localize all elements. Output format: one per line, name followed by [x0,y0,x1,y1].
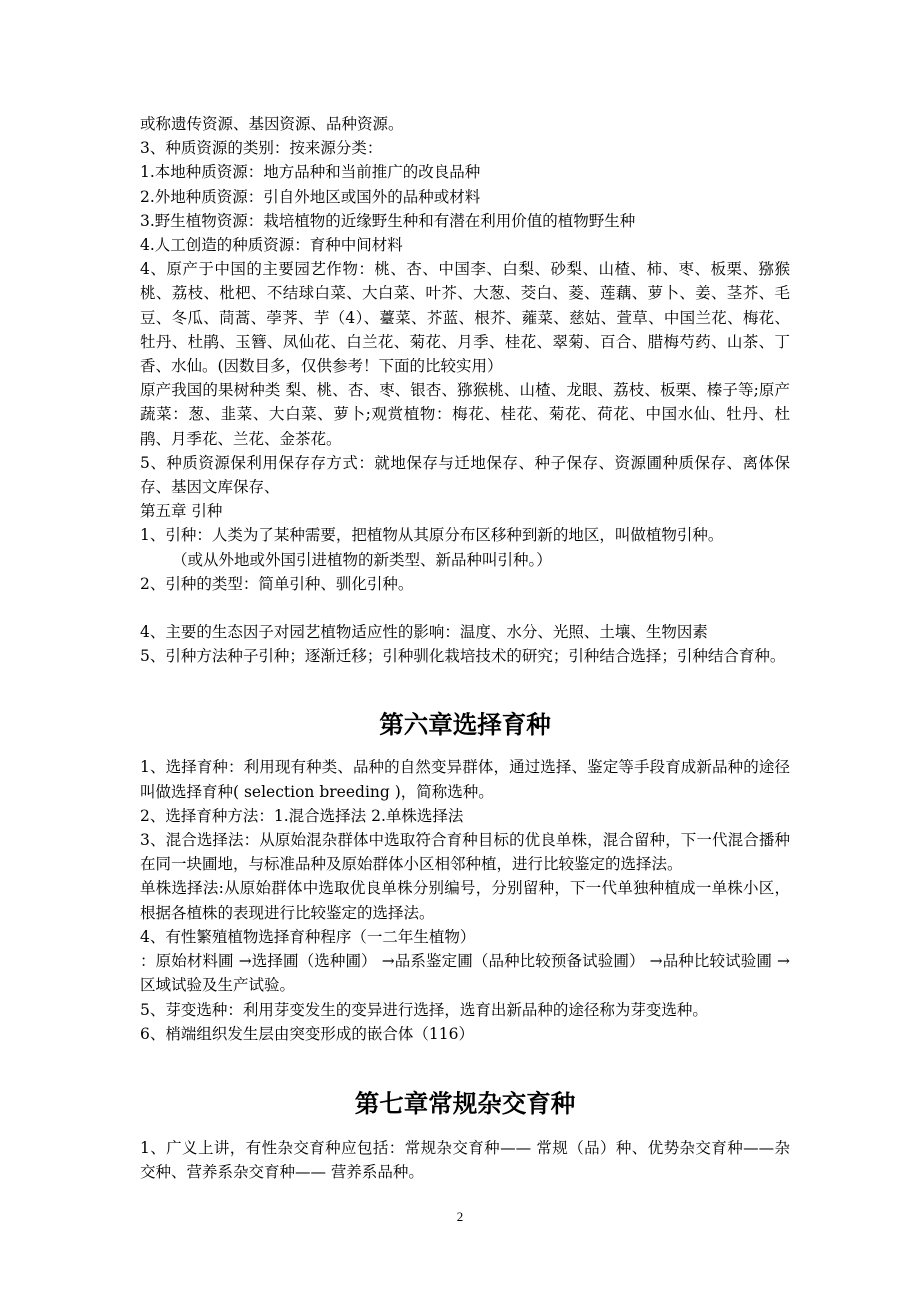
page-number: 2 [456,1209,464,1224]
paragraph: 1、选择育种：利用现有种类、品种的自然变异群体，通过选择、鉴定等手段育成新品种的途径叫做选择育种( selection breeding )，简称选种。 [140,758,790,801]
paragraph: 5、引种方法种子引种；逐渐迁移；引种驯化栽培技术的研究；引种结合选择；引种结合育种。 [140,647,786,666]
paragraph: 5、芽变选种：利用芽变发生的变异进行选择，选育出新品种的途径称为芽变选种。 [140,1000,708,1019]
paragraph: 2.外地种质资源：引自外地区或国外的品种或材料 [140,187,481,206]
paragraph: 1、引种：人类为了某种需要，把植物从其原分布区移种到新的地区，叫做植物引种。 [140,526,724,545]
paragraph: 1.本地种质资源：地方品种和当前推广的改良品种 [140,163,481,182]
paragraph: 3.野生植物资源：栽培植物的近缘野生种和有潜在利用价值的植物野生种 [140,211,636,230]
paragraph: 5、种质资源保利用保存存方式：就地保存与迁地保存、种子保存、资源圃种质保存、离体保存、基因文库保存、 [140,453,790,497]
paragraph: （或从外地或外国引进植物的新类型、新品种叫引种。） [172,550,552,569]
paragraph: 原产我国的果树种类 梨、桃、杏、枣、银杏、猕猴桃、山楂、龙眼、荔枝、板栗、榛子等;原产蔬菜：葱、韭菜、大白菜、萝卜;观赏植物：梅花、桂花、菊花、荷花、中国水仙、牡丹、杜鹃、月季花、兰花、金茶花。 [140,381,790,448]
paragraph: 4.人工创造的种质资源：育种中间材料 [140,236,403,255]
paragraph: 3、混合选择法：从原始混杂群体中选取符合育种目标的优良单株，混合留种，下一代混合播种在同一块圃地，与标准品种及原始群体小区相邻种植，进行比较鉴定的选择法。 [140,831,790,874]
paragraph: 3、种质资源的类别：按来源分类： [140,139,383,158]
paragraph: 单株选择法:从原始群体中选取优良单株分别编号，分别留种，下一代单独种植成一单株小区，根据各植株的表现进行比较鉴定的选择法。 [140,879,790,922]
section-heading: 第五章 引种 [140,502,223,521]
paragraph: 4、主要的生态因子对园艺植物适应性的影响：温度、水分、光照、土壤、生物因素 [140,623,708,642]
paragraph: 或称遗传资源、基因资源、品种资源。 [140,115,404,133]
chapter-title: 第七章常规杂交育种 [354,1088,576,1118]
paragraph: 2、选择育种方法：1.混合选择法 2.单株选择法 [140,806,464,825]
paragraph: 6、梢端组织发生层由突变形成的嵌合体（116） [140,1024,474,1043]
blank-line [140,596,790,620]
paragraph: 2、引种的类型：简单引种、驯化引种。 [140,574,414,593]
paragraph: 4、有性繁殖植物选择育种程序（一二年生植物） [140,927,476,946]
chapter-title: 第六章选择育种 [379,710,551,740]
paragraph: 1、广义上讲，有性杂交育种应包括：常规杂交育种—— 常规（品）种、优势杂交育种——杂交种、营养系杂交育种—— 营养系品种。 [140,1138,790,1182]
document-body [140,112,790,1184]
paragraph: 4、原产于中国的主要园艺作物：桃、杏、中国李、白梨、砂梨、山楂、柿、枣、板栗、猕猴桃、荔枝、枇杷、不结球白菜、大白菜、叶芥、大葱、茭白、菱、莲藕、萝卜、姜、茎芥、毛豆、冬瓜、茼蒿、荸荠、芋（4）、薹菜、芥蓝、根芥、蕹菜、慈姑、萱草、中国兰花、梅花、牡丹、杜鹃、玉簪、凤仙花、白兰花、菊花、月季、桂花、翠菊、百合、腊梅芍药、山茶、丁香、水仙。(因数目多，仅供参考！下面的比较实用） [140,260,790,376]
paragraph: ：原始材料圃 →选择圃（选种圃） →品系鉴定圃（品种比较预备试验圃） →品种比较试验圃 →区域试验及生产试验。 [140,952,790,995]
